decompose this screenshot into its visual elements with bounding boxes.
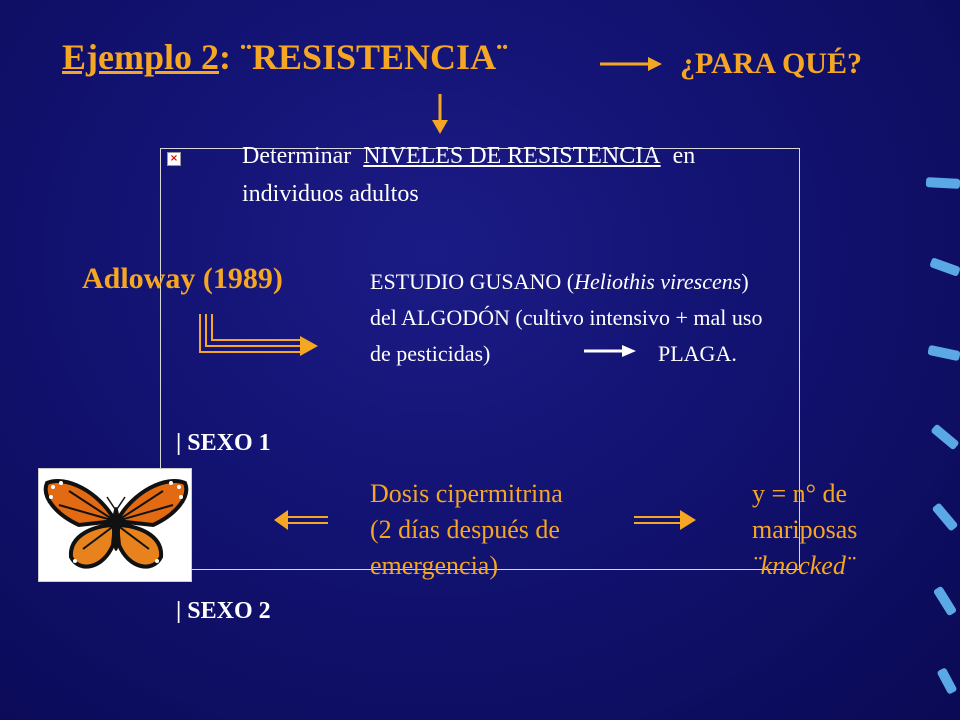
sex1-label: | SEXO 1 bbox=[176, 430, 271, 456]
edge-decoration bbox=[927, 345, 960, 361]
edge-decoration bbox=[936, 667, 957, 695]
plague-label: PLAGA. bbox=[658, 341, 737, 366]
resistance-levels: NIVELES DE RESISTENCIA bbox=[363, 143, 661, 169]
edge-decoration bbox=[933, 586, 957, 617]
edge-decoration bbox=[932, 502, 959, 531]
dose-line1: Dosis cipermitrina bbox=[370, 479, 563, 508]
plague-arrow-icon bbox=[582, 340, 638, 362]
y-line3: ¨knocked¨ bbox=[752, 551, 855, 580]
left-arrow-icon bbox=[272, 508, 330, 532]
determine-suffix: en bbox=[672, 143, 696, 169]
title-example: Ejemplo 2 bbox=[62, 37, 219, 77]
sex2-label: | SEXO 2 bbox=[176, 598, 271, 624]
determine-line2: individuos adultos bbox=[242, 181, 419, 207]
determine-prefix: Determinar bbox=[242, 143, 352, 169]
dose-line2: (2 días después de bbox=[370, 515, 560, 544]
study-line3: de pesticidas) bbox=[370, 341, 491, 366]
edge-decoration bbox=[930, 424, 959, 451]
author-arrow-icon bbox=[198, 312, 320, 362]
title-arrow-icon bbox=[598, 52, 664, 76]
edge-decoration bbox=[929, 257, 960, 277]
study-line1: ESTUDIO GUSANO (Heliothis virescens) bbox=[370, 269, 749, 294]
dose-line3: emergencia) bbox=[370, 551, 498, 580]
y-line2: mariposas bbox=[752, 515, 858, 544]
right-arrow-icon bbox=[632, 508, 698, 532]
butterfly-image bbox=[38, 468, 192, 582]
title-question: ¿PARA QUÉ? bbox=[680, 47, 862, 80]
title-resistance: : ¨RESISTENCIA¨ bbox=[219, 37, 509, 77]
broken-image-icon: × bbox=[167, 152, 181, 166]
slide-title bbox=[62, 36, 508, 78]
author-citation: Adloway (1989) bbox=[82, 262, 283, 295]
determine-text bbox=[242, 140, 695, 172]
down-arrow-icon bbox=[428, 92, 452, 136]
y-line1: y = n° de bbox=[752, 479, 848, 508]
edge-decoration bbox=[926, 177, 960, 189]
study-line2: del ALGODÓN (cultivo intensivo + mal uso bbox=[370, 305, 763, 330]
species-name: Heliothis virescens bbox=[574, 269, 742, 294]
